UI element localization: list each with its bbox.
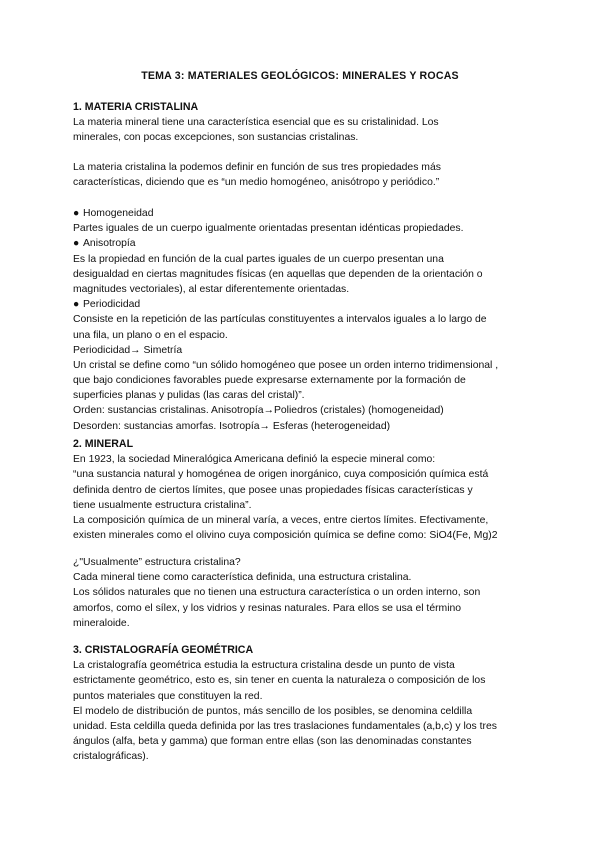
paragraph-line: mineraloide. [73, 617, 130, 629]
section-2-usualmente [73, 555, 543, 631]
paragraph-line: superficies planas y pulidas (las caras del cristal)”. [73, 390, 305, 402]
paragraph-line: Desorden: sustancias amorfas. Isotropía→ Esferas (heterogeneidad) [73, 420, 391, 432]
paragraph-line: características, diciendo que es “un medio homogéneo, anisótropo y periódico.” [73, 177, 440, 189]
paragraph-line: La materia mineral tiene una característica esencial que es su cristalinidad. Los [73, 117, 439, 129]
list-item-homogeneidad [73, 206, 543, 221]
bullet-icon: ● [73, 299, 80, 311]
paragraph-line: ¿"Usualmente” estructura cristalina? [73, 557, 241, 568]
section-1 [73, 100, 543, 146]
paragraph-line: Los sólidos naturales que no tienen una estructura característica o un orden interno, son [73, 587, 481, 599]
paragraph-line: Es la propiedad en función de la cual partes iguales de un cuerpo presentan una [73, 253, 444, 265]
paragraph-line: La composición química de un mineral varía, a veces, entre ciertos límites. Efectivamente, [73, 514, 489, 526]
paragraph-line: Consiste en la repetición de las partículas constituyentes a intervalos iguales a lo largo de [73, 314, 487, 326]
paragraph-line: La materia cristalina la podemos definir en función de sus tres propiedades más [73, 162, 441, 173]
paragraph-line: tiene usualmente estructura cristalina”. [73, 499, 252, 511]
section-2 [73, 437, 543, 543]
paragraph-line: existen minerales como el olivino cuya composición química se define como: SiO4(Fe, Mg)2 [73, 530, 498, 542]
section-3-heading: 3. CRISTALOGRAFÍA GEOMÉTRICA [73, 644, 254, 656]
section-3 [73, 643, 543, 765]
bullet-icon: ● [73, 238, 80, 250]
paragraph-line: Partes iguales de un cuerpo igualmente orientadas presentan idénticas propiedades. [73, 223, 464, 235]
list-item-anisotropia [73, 236, 543, 251]
paragraph-line: Periodicidad→ Simetría [73, 344, 183, 356]
document-title: TEMA 3: MATERIALES GEOLÓGICOS: MINERALES Y ROCAS [141, 70, 459, 82]
section-1-properties [73, 206, 543, 434]
paragraph-line: que bajo condiciones favorables puede expresarse externamente por la formación de [73, 375, 466, 387]
paragraph-line: magnitudes vectoriales), al estar diferentemente orientadas. [73, 283, 350, 295]
list-item-periodicidad [73, 297, 543, 312]
bullet-icon: ● [73, 208, 80, 219]
paragraph-line: El modelo de distribución de puntos, más sencillo de los posibles, se denomina celdilla [73, 705, 473, 717]
paragraph-line: Un cristal se define como “un sólido homogéneo que posee un orden interno tridimensional , [73, 359, 499, 371]
paragraph-line: Orden: sustancias cristalinas. Anisotropía→Poliedros (cristales) (homogeneidad) [73, 405, 444, 417]
paragraph-line: amorfos, como el sílex, y los vidrios y resinas naturales. Para ellos se usa el término [73, 602, 462, 614]
list-item-title: Homogeneidad [83, 208, 154, 219]
paragraph-line: puntos materiales que constituyen la red. [73, 690, 263, 702]
paragraph-line: En 1923, la sociedad Mineralógica Americana definió la especie mineral como: [73, 454, 436, 466]
paragraph-line: unidad. Esta celdilla queda definida por las tres traslaciones fundamentales (a,b,c) y los tres [73, 720, 497, 732]
list-item-title: Anisotropía [83, 238, 136, 250]
section-1-heading: 1. MATERIA CRISTALINA [73, 101, 199, 113]
list-item-title: Periodicidad [83, 299, 141, 311]
paragraph-line: estrictamente geométrico, esto es, sin tener en cuenta la naturaleza o composición de los [73, 675, 486, 687]
paragraph-line: definida dentro de ciertos límites, que posee unas propiedades físicas características y [73, 484, 473, 496]
paragraph-line: una fila, un plano o en el espacio. [73, 329, 228, 341]
paragraph-line: Cada mineral tiene como característica definida, una estructura cristalina. [73, 572, 412, 584]
paragraph-line: minerales, con pocas excepciones, son sustancias cristalinas. [73, 132, 359, 144]
paragraph-line: La cristalografía geométrica estudia la estructura cristalina desde un punto de vista [73, 660, 455, 672]
paragraph-line: desigualdad en ciertas magnitudes físicas (en aquellas que dependen de la orientación o [73, 268, 483, 280]
paragraph-line: cristalográficas). [73, 751, 149, 763]
paragraph-line: ángulos (alfa, beta y gamma) que forman entre ellas (son las denominadas constantes [73, 736, 472, 748]
section-2-heading: 2. MINERAL [73, 438, 134, 450]
section-1-definition [73, 160, 543, 190]
paragraph-line: “una sustancia natural y homogénea de origen inorgánico, cuya composición química está [73, 469, 489, 481]
